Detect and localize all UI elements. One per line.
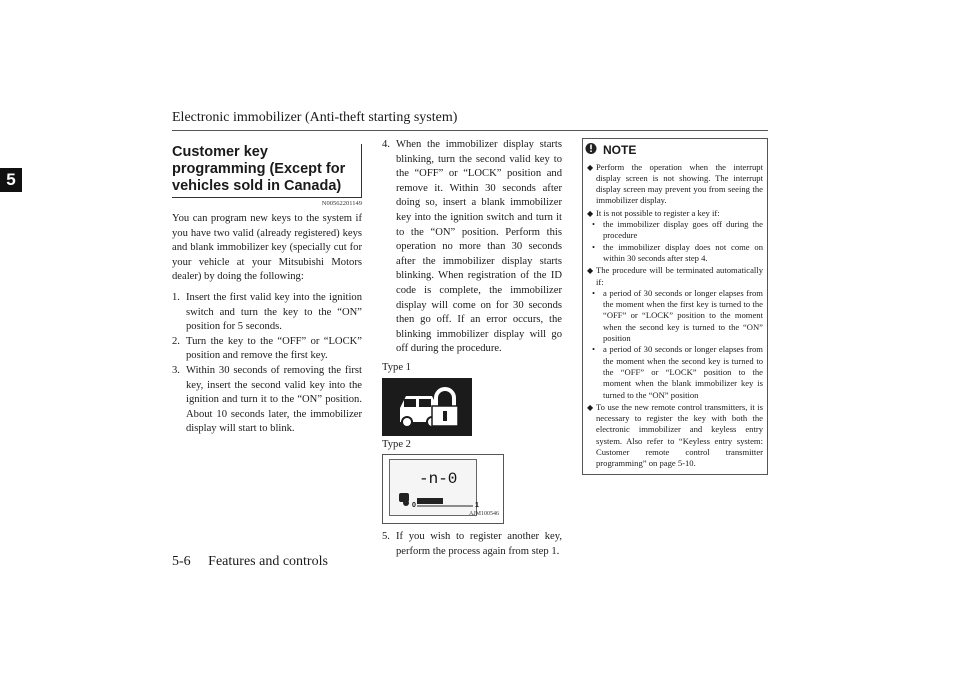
step-4: 4. When the immobilizer display starts blinking, turn the second valid key to the “OFF” or “LOCK” position and remove it. Within 30 seconds after doing so, insert a blank immobilizer key into the ignition switch and turn it to the “ON” position. Perform this operation no more than 30 seconds after the immobilizer display starts blinking. When registration of the ID code is complete, the immobilizer display will come on for 30 seconds then go off. If an error occurs, the blinking immobilizer display will go off during the procedure. bbox=[382, 139, 562, 355]
note-subitem: • a period of 30 seconds or longer elapses from the moment when the first key is turned to the “OFF” or “LOCK” position to the moment when the second key is turned to the “ON” position bbox=[592, 287, 763, 344]
type1-immobilizer-figure bbox=[382, 378, 472, 436]
key-car-icon bbox=[399, 493, 409, 506]
note-item: ◆ Perform the operation when the interrupt display screen is not showing. The interrupt display screen may prevent you from seeing the immobilizer display. bbox=[587, 161, 763, 206]
figure-code: AJM100546 bbox=[468, 510, 499, 517]
type1-label: Type 1 bbox=[382, 361, 411, 373]
step-2: 2. Turn the key to the “OFF” or “LOCK” position and remove the first key. bbox=[172, 335, 362, 362]
step-5: 5. If you wish to register another key, perform the process again from step 1. bbox=[382, 531, 562, 557]
gauge-high-label: 1 bbox=[475, 502, 479, 510]
step-1: 1. Insert the first valid key into the ignition switch and turn the key to the “ON” position for 5 seconds. bbox=[172, 291, 362, 333]
page-number: 5-6 bbox=[172, 554, 191, 569]
immobilizer-display-text: -n-0 bbox=[419, 470, 458, 489]
chapter-tab: 5 bbox=[0, 168, 22, 192]
note-subitem: • the immobilizer display does not come on within 30 seconds after step 4. bbox=[592, 241, 763, 263]
gauge-bar bbox=[417, 498, 443, 504]
diamond-bullet-icon: ◆ bbox=[587, 402, 594, 412]
column-2 bbox=[382, 138, 562, 559]
diamond-bullet-icon: ◆ bbox=[587, 162, 594, 172]
section-code: N00562201149 bbox=[321, 200, 362, 207]
steps-list-3 bbox=[382, 530, 562, 559]
column-1 bbox=[172, 138, 362, 437]
intro-paragraph: You can program new keys to the system if you have two valid (already registered) keys and blank immobilizer key (specially cut for your vehicle at your Mitsubishi Motors dealer) by doing the following: bbox=[172, 213, 362, 283]
footer-section: Features and controls bbox=[208, 554, 328, 569]
note-subitem: • a period of 30 seconds or longer elapses from the moment when the second key is turned to the “OFF” or “LOCK” position to the moment when the blank immobilizer key is turned to the “ON” position bbox=[592, 344, 763, 400]
page-footer bbox=[172, 554, 342, 570]
steps-list-2 bbox=[382, 138, 562, 357]
note-body bbox=[587, 162, 763, 470]
note-title: NOTE bbox=[603, 143, 637, 157]
diamond-bullet-icon: ◆ bbox=[587, 266, 594, 276]
steps-list-1 bbox=[172, 291, 362, 437]
type2-label: Type 2 bbox=[382, 438, 411, 450]
section-heading: Customer key programming (Except for vehicles sold in Canada) bbox=[172, 144, 362, 198]
note-box bbox=[582, 138, 768, 475]
note-icon bbox=[585, 142, 600, 159]
column-3 bbox=[582, 138, 768, 475]
note-subitem: • the immobilizer display goes off during the procedure bbox=[592, 219, 763, 241]
type2-immobilizer-figure bbox=[382, 454, 504, 524]
step-3: 3. Within 30 seconds of removing the first key, insert the second valid key into the ignition and turn it to the “ON” position. About 10 seconds later, the immobilizer display will start to blink. bbox=[172, 364, 362, 435]
gauge-low-label: 0 bbox=[412, 502, 416, 510]
note-item: ◆ It is not possible to register a key if: bbox=[587, 207, 720, 218]
note-item: ◆ To use the new remote control transmitters, it is necessary to register the key with both the electronic immobilizer and keyless entry system. Also refer to “Keyless entry system: Customer remote control transmitter programming” on page 5-10. bbox=[587, 401, 763, 469]
car-lock-icon bbox=[392, 386, 464, 430]
page-header-title: Electronic immobilizer (Anti-theft starting system) bbox=[172, 110, 458, 125]
diamond-bullet-icon: ◆ bbox=[587, 208, 594, 218]
header-rule bbox=[172, 130, 768, 131]
note-item: ◆ The procedure will be terminated automatically if: bbox=[587, 265, 763, 287]
note-header bbox=[585, 142, 763, 159]
